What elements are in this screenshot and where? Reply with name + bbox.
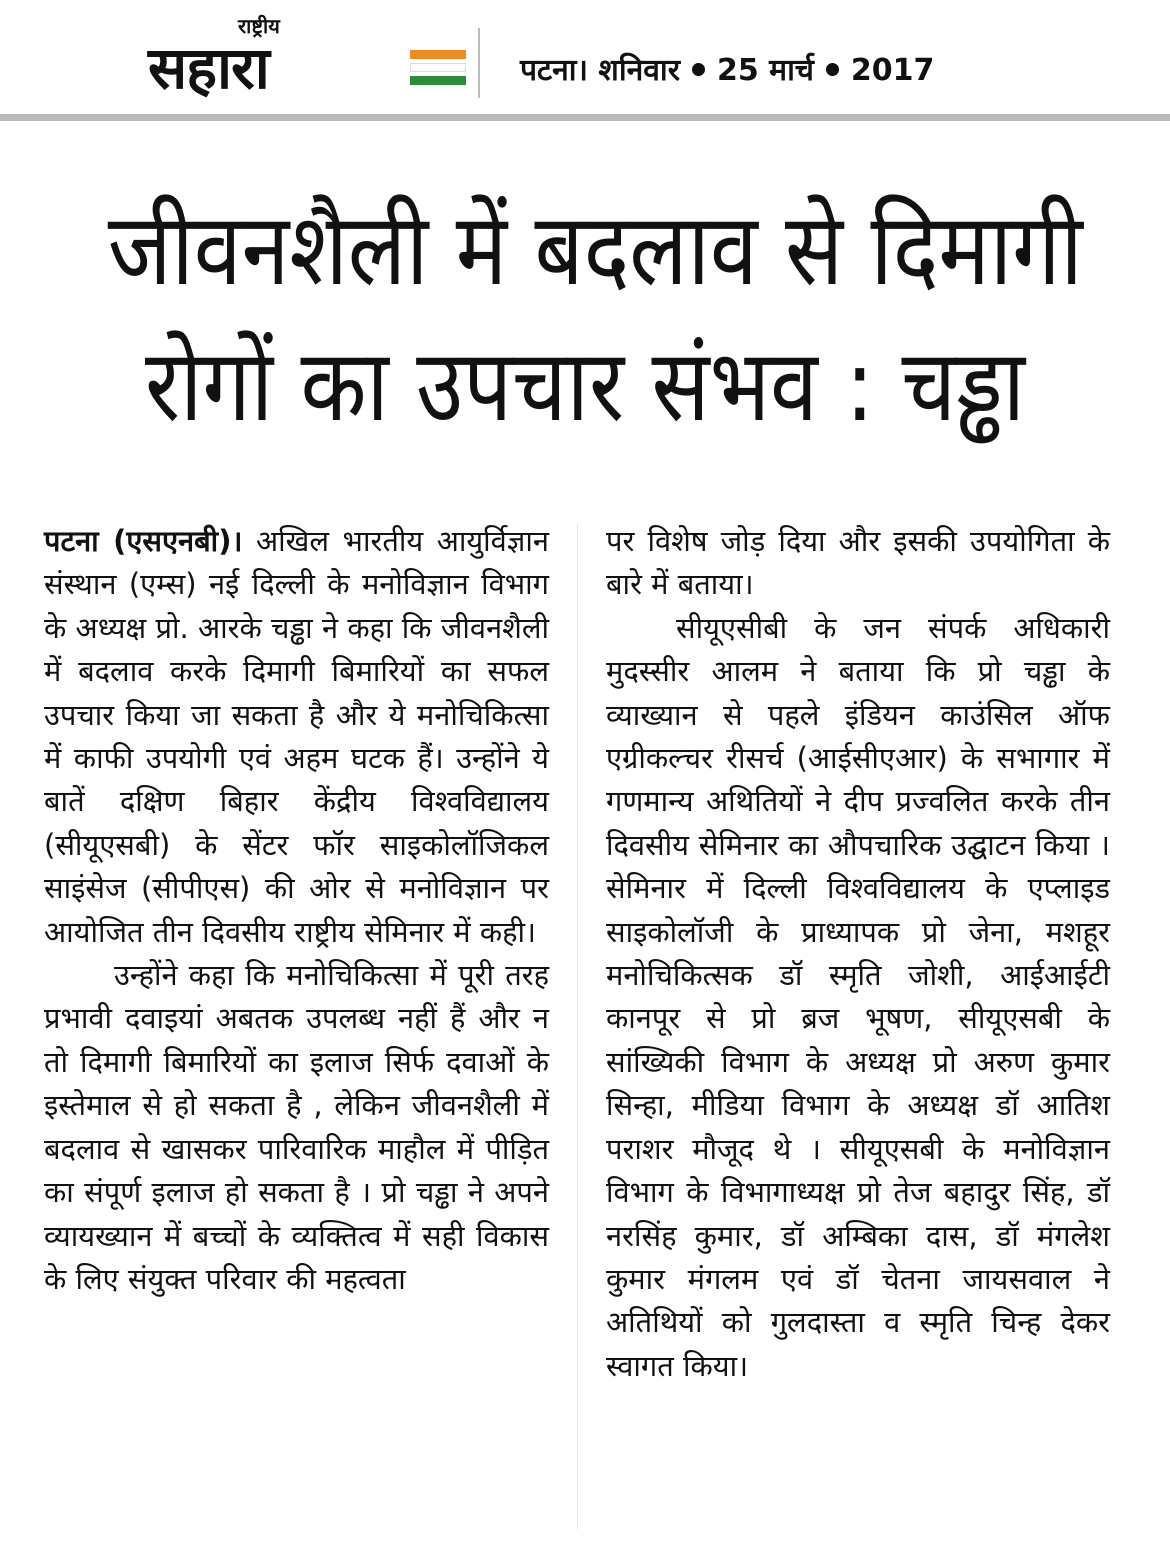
bullet-dot [692, 63, 705, 76]
paragraph-1-text: अखिल भारतीय आयुर्विज्ञान संस्थान (एम्स) नई दिल्ली के मनोविज्ञान विभाग के अध्यक्ष प्रो. आरके चड्ढा ने कहा कि जीवनशैली में बदलाव करके दिमागी बिमारियों का सफल उपचार किया जा सकता है और ये मनोचिकित्सा में काफी उपयोगी एवं अहम घटक हैं। उन्होंने ये बातें दक्षिण बिहार केंद्रीय विश्वविद्यालय (सीयूएसबी) के सेंटर फॉर साइकोलॉजिकल साइंसेज (सीपीएस) की ओर से मनोविज्ञान पर आयोजित तीन दिवसीय राष्ट्रीय सेमिनार में कही। [44, 524, 549, 949]
paragraph-3: सीयूएसीबी के जन संपर्क अधिकारी मुदस्सीर आलम ने बताया कि प्रो चड्ढा के व्याख्यान से पहले इंडियन काउंसिल ऑफ एग्रीकल्चर रीसर्च (आईसीएआर) के सभागार में गणमान्य अथितियों ने दीप प्रज्वलित करके तीन दिवसीय सेमिनार का औपचारिक उद्घाटन किया । सेमिनार में दिल्ली विश्वविद्यालय के एप्लाइड साइकोलॉजी के प्राध्यापक प्रो जेना, मशहूर मनोचिकित्सक डॉ स्मृति जोशी, आईआईटी कानपूर से प्रो ब्रज भूषण, सीयूएसबी के सांख्यिकी विभाग के अध्यक्ष प्रो अरुण कुमार सिन्हा, मीडिया विभाग के अध्यक्ष डॉ आतिश पराशर मौजूद थे । सीयूएसबी के मनोविज्ञान विभाग के विभागाध्यक्ष प्रो तेज बहादुर सिंह, डॉ नरसिंह कुमार, डॉ अम्बिका दास, डॉ मंगलेश कुमार मंगलम एवं डॉ चेतना जायसवाल ने अतिथियों को गुलदास्ता व स्मृति चिन्ह देकर स्वागत किया। [606, 610, 1110, 1383]
flag-band-saffron [410, 50, 466, 59]
headline-line-2: रोगों का उपचार संभव : चड्ढा [144, 327, 1026, 444]
article-column-left [44, 520, 549, 1301]
headline-line-1: जीवनशैली में बदलाव से दिमागी [107, 191, 1083, 308]
tricolor-flag-icon [410, 50, 466, 89]
column-divider [577, 524, 578, 1529]
story-dateline: पटना (एसएनबी)। [44, 524, 243, 558]
logo-wordmark: सहारा [148, 34, 269, 102]
flag-band-white [410, 63, 466, 72]
masthead-divider [478, 28, 480, 98]
edition-date: 25 मार्च [716, 53, 814, 88]
edition-dateline [520, 48, 934, 89]
edition-year: 2017 [850, 53, 935, 88]
flag-band-green [410, 76, 466, 85]
bullet-dot [826, 63, 839, 76]
edition-day: शनिवार [598, 53, 680, 88]
article-headline [107, 182, 1083, 454]
logo-tagline: राष्ट्रीय [238, 14, 280, 38]
masthead [0, 0, 1170, 118]
danda-separator: । [576, 53, 588, 88]
edition-city: पटना [520, 53, 577, 88]
paragraph-2: उन्होंने कहा कि मनोचिकित्सा में पूरी तरह प्रभावी दवाइयां अबतक उपलब्ध नहीं हैं और न तो दिमागी बिमारियों का इलाज सिर्फ दवाओं के इस्तेमाल से हो सकता है , लेकिन जीवनशैली में बदलाव से खासकर पारिवारिक माहौल में पीड़ित का संपूर्ण इलाज हो सकता है । प्रो चड्ढा ने अपने व्यायख्यान में बच्चों के व्यक्तित्व में सही विकास के लिए संयुक्त परिवार की महत्वता [44, 958, 549, 1296]
masthead-rule [0, 114, 1170, 121]
article-column-right [606, 520, 1110, 1388]
newspaper-logo [148, 12, 468, 112]
paragraph-2-continued: पर विशेष जोड़ दिया और इसकी उपयोगिता के बारे में बताया। [606, 524, 1110, 602]
paragraph-1 [44, 520, 549, 954]
